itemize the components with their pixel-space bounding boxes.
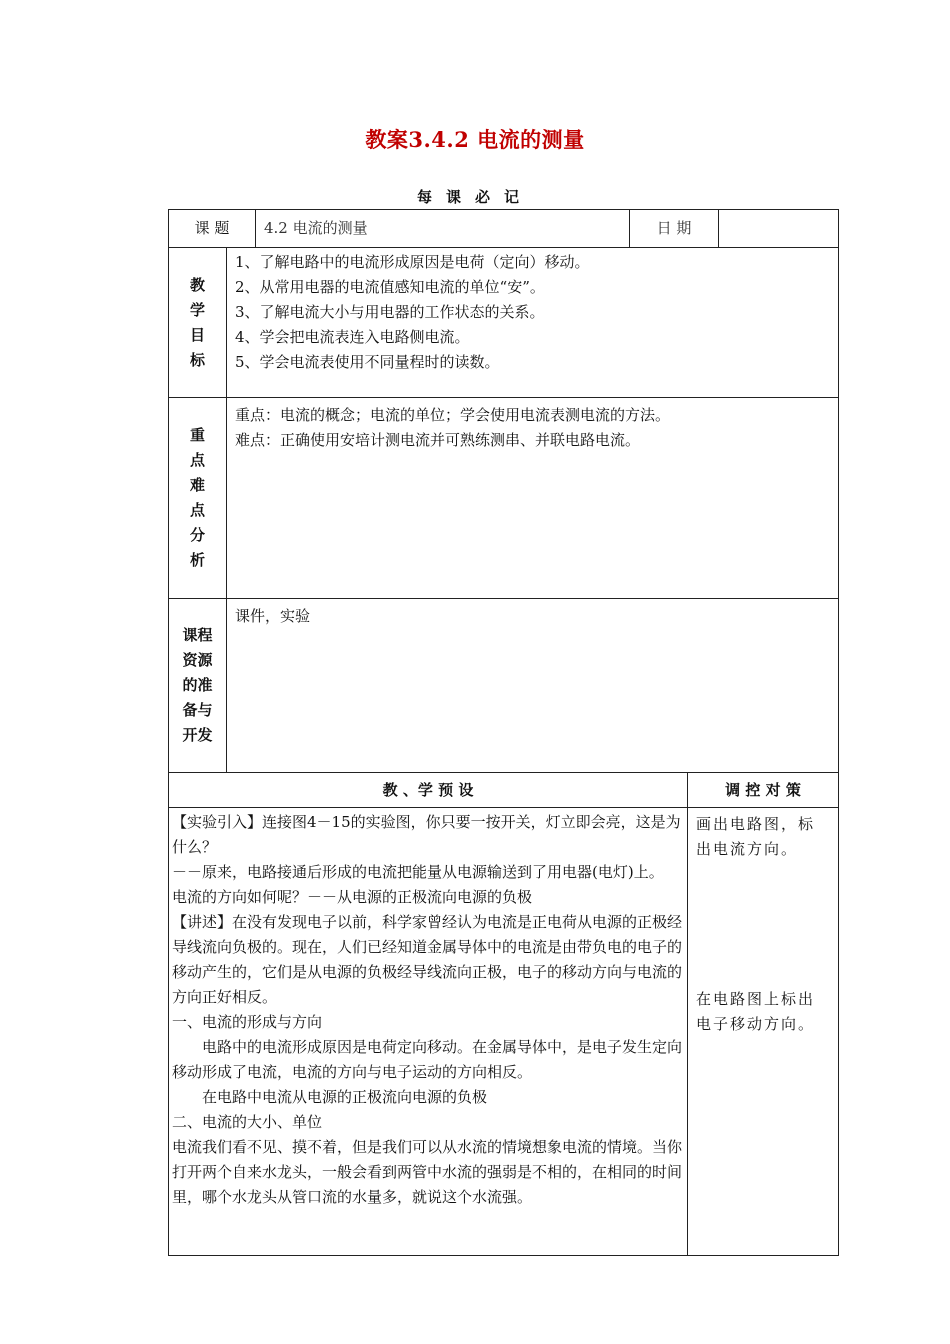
control-strategies [688,808,839,1256]
key-points-label: 重 点 难 点 分 析 [169,398,227,599]
difficult-point: 难点：正确使用安培计测电流并可熟练测串、并联电路电流。 [235,431,641,449]
teaching-content [169,808,688,1256]
goal-item: 5、学会电流表使用不同量程时的读数。 [235,353,500,371]
lesson-info-table [168,209,839,773]
control-header: 调 控 对 策 [688,773,839,808]
page-subtitle: 每课必记 [416,188,533,206]
paragraph: －－原来，电路接通后形成的电流把能量从电源输送到了用电器(电灯)上。 [172,863,664,881]
section-heading: 一、电流的形成与方向 [172,1013,323,1031]
goal-item: 3、了解电流大小与用电器的工作状态的关系。 [235,303,545,321]
goal-item: 2、从常用电器的电流值感知电流的单位“安”。 [235,278,545,296]
page-title: 教案3.4.2 电流的测量 [365,127,585,152]
section-heading: 二、电流的大小、单位 [172,1113,323,1131]
paragraph: 【讲述】在没有发现电子以前，科学家曾经认为电流是正电荷从电源的正极经导线流向负极的。现在，人们已经知道金属导体中的电流是由带负电的电子的移动产生的，它们是从电源的负极经导线流向正极，电子的移动方向与电流的方向正好相反。 [172,913,683,1006]
resource-value: 课件，实验 [227,599,839,773]
paragraph: 在电路中电流从电源的正极流向电源的负极 [202,1088,488,1106]
goal-item: 1、了解电路中的电流形成原因是电荷（定向）移动。 [235,253,590,271]
date-label: 日 期 [630,210,719,248]
teaching-header: 教 、学 预 设 [169,773,688,808]
goals-label: 教 学 目 标 [169,248,227,398]
control-note: 在电路图上标出电子移动方向。 [696,990,816,1033]
goals-list [227,248,839,398]
paragraph: 【实验引入】连接图4－15的实验图，你只要一按开关，灯立即会亮，这是为什么？ [172,813,681,856]
date-value [719,210,839,248]
goal-item: 4、学会把电流表连入电路侧电流。 [235,328,470,346]
lesson-value: 4.2 电流的测量 [256,210,630,248]
key-point: 重点：电流的概念；电流的单位；学会使用电流表测电流的方法。 [235,406,671,424]
key-points [227,398,839,599]
lecture-tag: 【讲述】 [172,913,233,931]
paragraph: 电流我们看不见、摸不着，但是我们可以从水流的情境想象电流的情境。当你打开两个自来水龙头，一般会看到两管中水流的强弱是不相的，在相同的时间里，哪个水龙头从管口流的水量多，就说这个水流强。 [172,1138,683,1206]
lesson-label: 课 题 [169,210,256,248]
experiment-tag: 【实验引入】 [172,813,263,831]
resource-label: 课程 资源 的准 备与 开发 [169,599,227,773]
teaching-plan-table [168,772,839,1256]
paragraph: 电流的方向如何呢？－－从电源的正极流向电源的负极 [172,888,533,906]
paragraph: 电路中的电流形成原因是电荷定向移动。在金属导体中，是电子发生定向移动形成了电流，电流的方向与电子运动的方向相反。 [172,1038,683,1081]
control-note: 画出电路图，标出电流方向。 [696,815,816,858]
